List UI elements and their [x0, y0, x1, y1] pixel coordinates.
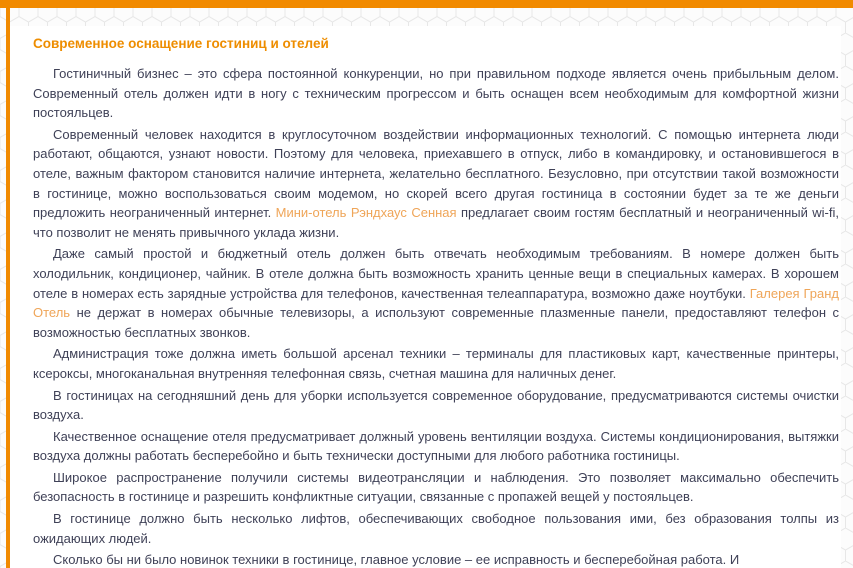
text-segment: предлагает своим гостям бесплатный и неограниченный wi-fi, что позволит не менять привычного уклада жизни.	[33, 205, 839, 240]
text-segment: В гостиницах на сегодняшний день для уборки используется современное оборудование, предусматриваются системы очистки воздуха.	[33, 387, 839, 423]
article-title: Современное оснащение гостиниц и отелей	[33, 36, 329, 51]
text-segment: Сколько бы ни было новинок техники в гостинице, главное условие – ее исправность и бесперебойная работа. И	[53, 552, 740, 568]
text-segment: не держат в номерах обычные телевизоры, а используют современные плазменные панели, предоставляют телефон с возможностью бесплатных звонков.	[33, 305, 839, 340]
text-segment: Качественное оснащение отеля предусматривает должный уровень вентиляции воздуха. Системы кондиционирования, вытяжки воздуха должны работать бесперебойно и быть технически доступными для любого работника гостиницы.	[33, 428, 839, 464]
paragraph	[33, 64, 839, 123]
left-accent-stripe	[6, 8, 10, 568]
top-accent-bar	[0, 0, 853, 8]
text-segment: Гостиничный бизнес – это сфера постоянной конкуренции, но при правильном подходе является очень прибыльным делом. Современный отель должен идти в ногу с техническим прогрессом и быть оснащен всем необходимым для комфортной жизни постояльцев.	[33, 66, 839, 121]
inline-link[interactable]: Мини-отель Рэндхаус Сенная	[275, 205, 457, 221]
paragraph	[33, 344, 839, 383]
text-segment: В гостинице должно быть несколько лифтов, обеспечивающих свободное пользования ими, без образования толпы из ожидающих людей.	[33, 511, 839, 546]
paragraph	[33, 386, 839, 425]
paragraph	[33, 125, 839, 243]
paragraph	[33, 244, 839, 342]
paragraph	[33, 468, 839, 507]
text-segment: Администрация тоже должна иметь большой арсенал техники – терминалы для пластиковых карт, качественные принтеры, ксероксы, многоканальная внутренняя телефонная связь, счетная машина для наличных денег.	[33, 346, 839, 381]
paragraph	[33, 427, 839, 466]
article	[33, 36, 839, 568]
paragraph	[33, 550, 839, 568]
paragraph	[33, 509, 839, 548]
text-segment: Широкое распространение получили системы видеотрансляции и наблюдения. Это позволяет максимально обеспечить безопасность в гостинице и разрешить конфликтные ситуации, связанные с пропажей вещей у постояльцев.	[33, 469, 839, 505]
text-segment: Даже самый простой и бюджетный отель должен быть отвечать необходимым требованиям. В номере должен быть холодильник, кондиционер, чайник. В отеле должна быть возможность хранить ценные вещи в специальных камерах. В хорошем отеле в номерах есть зарядные устройства для телефонов, качественная телеаппаратура, возможно даже ноутбуки.	[33, 246, 839, 301]
inline-link[interactable]: Галерея Гранд Отель	[33, 285, 839, 321]
article-body	[33, 64, 839, 568]
text-segment: Современный человек находится в круглосуточном воздействии информационных технологий. С помощью интернета люди работают, общаются, узнают новости. Поэтому для человека, приехавшего в отпуск, либо в командировку, и остановившегося в отеле, важным фактором становится наличие интернета, желательно бесплатного. Безусловно, при отсутствии такой возможности в гостинице, можно воспользоваться своим модемом, но скорей всего другая гостиница в состоянии будет за те же деньги предложить неограниченный интернет.	[33, 126, 839, 221]
